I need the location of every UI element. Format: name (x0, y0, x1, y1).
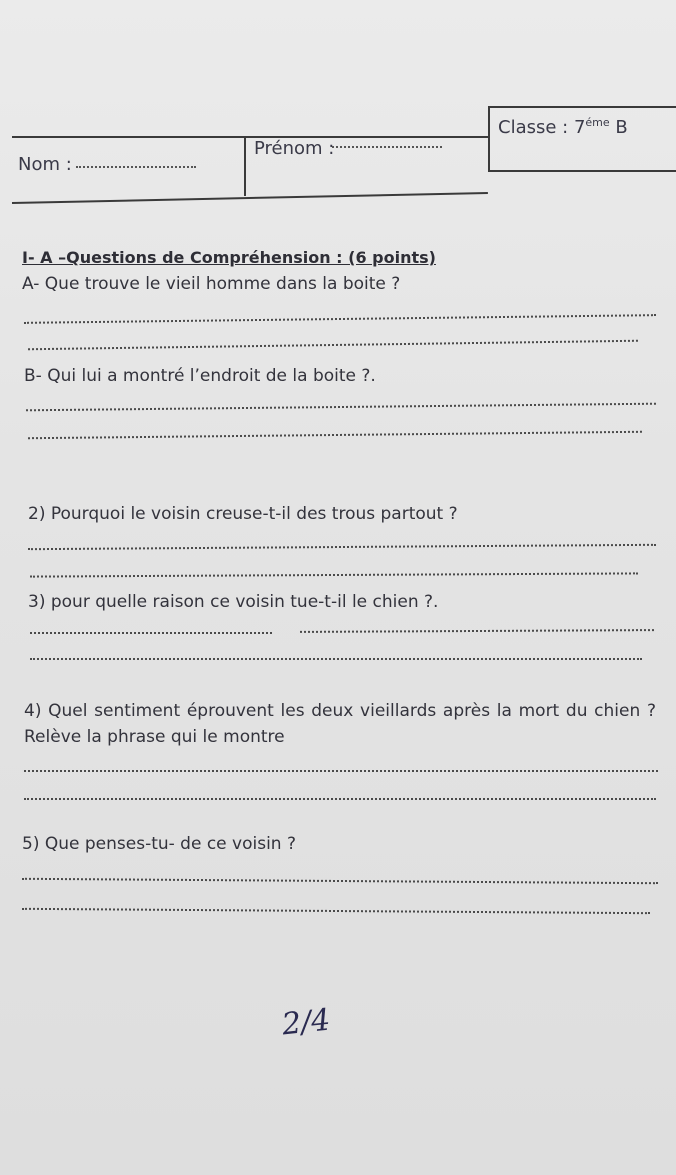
prenom-answer-line[interactable] (332, 146, 442, 148)
nom-answer-line[interactable] (76, 166, 196, 168)
classe-superscript: éme (585, 116, 610, 129)
answer-line-3a-right[interactable] (300, 629, 654, 633)
student-info-box (12, 106, 676, 204)
classe-text: Classe : 7 (498, 117, 586, 138)
section-title: I- A –Questions de Compréhension : (6 points) (22, 248, 436, 267)
nom-label: Nom : (18, 154, 72, 175)
answer-line-4b[interactable] (24, 798, 656, 800)
answer-line-5b[interactable] (22, 908, 650, 914)
answer-line-3a-left[interactable] (30, 632, 272, 634)
answer-line-3b[interactable] (30, 658, 642, 660)
box-top-border-right (488, 106, 676, 108)
box-divider-2 (488, 106, 490, 172)
question-2: 2) Pourquoi le voisin creuse-t-il des trous partout ? (28, 504, 458, 524)
box-top-border-left (12, 136, 488, 138)
answer-line-2b[interactable] (30, 572, 638, 577)
question-b: B- Qui lui a montré l’endroit de la boite ?. (24, 366, 376, 386)
prenom-label: Prénom : (254, 138, 335, 159)
question-a: A- Que trouve le vieil homme dans la boite ? (22, 274, 401, 294)
answer-line-b2[interactable] (28, 431, 642, 439)
answer-line-4a[interactable] (24, 770, 658, 772)
question-3: 3) pour quelle raison ce voisin tue-t-il le chien ?. (28, 592, 439, 612)
answer-line-a2[interactable] (28, 340, 638, 351)
page-number: 2/4 (280, 1002, 332, 1043)
classe-group: B (615, 117, 628, 138)
answer-line-b1[interactable] (26, 403, 656, 412)
answer-line-a1[interactable] (24, 314, 656, 324)
answer-line-2a[interactable] (28, 544, 656, 550)
box-bottom-border-right (488, 170, 676, 172)
question-4: 4) Quel sentiment éprouvent les deux vieillards après la mort du chien ? Relève la phrase qui le montre (24, 701, 656, 747)
answer-line-5a[interactable] (22, 878, 658, 884)
question-5: 5) Que penses-tu- de ce voisin ? (22, 834, 297, 854)
box-bottom-border (12, 192, 488, 204)
box-divider-1 (244, 136, 246, 196)
classe-label (498, 116, 628, 138)
